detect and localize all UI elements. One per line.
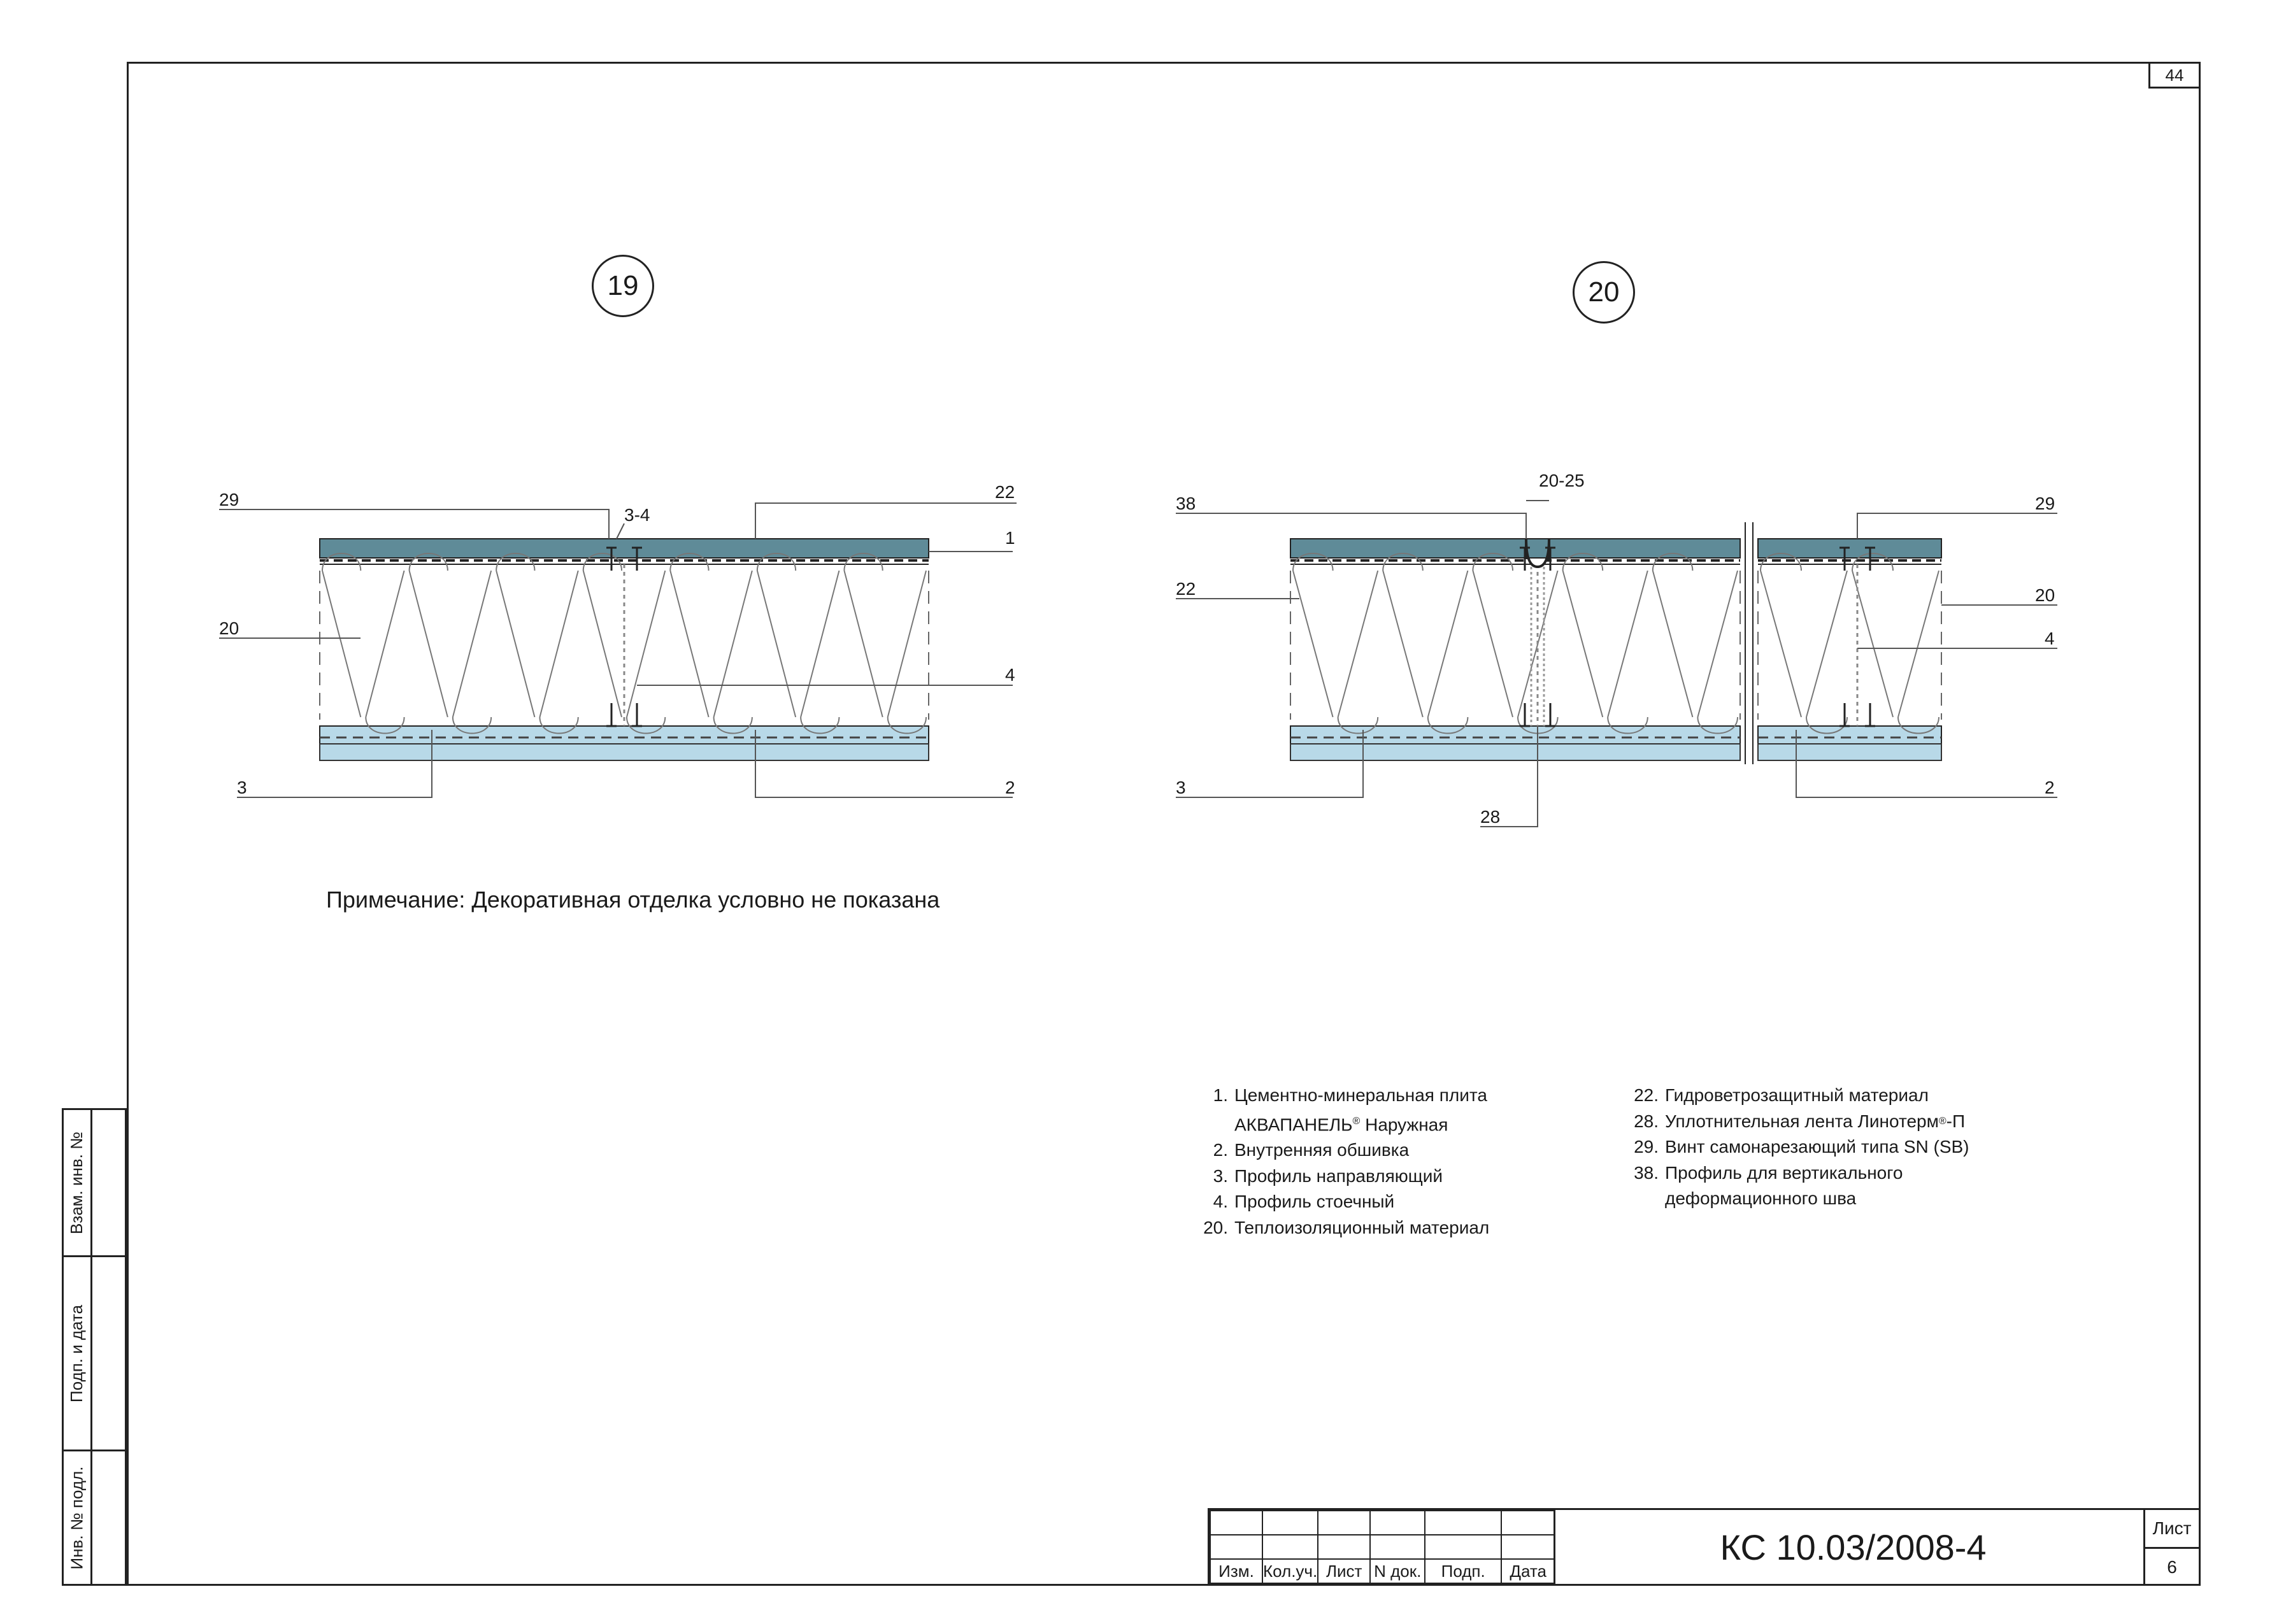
d19-label-1: 1 (1005, 528, 1015, 548)
detail-20-section (1290, 522, 1941, 764)
d20-label-20-25: 20-25 (1539, 471, 1585, 490)
detail-19-section (320, 539, 929, 760)
insulation (1293, 553, 1738, 734)
top-sheet-number: 44 (2148, 62, 2201, 89)
d19-label-3-4: 3-4 (624, 505, 650, 525)
screw (1865, 703, 1875, 726)
d19-label-3: 3 (237, 778, 247, 797)
col-change: Изм. (1210, 1559, 1262, 1583)
inner-board-2 (1758, 744, 1941, 760)
inner-board-2 (320, 744, 929, 760)
screw (606, 703, 617, 726)
detail-19-marker: 19 (592, 255, 654, 317)
side-stamp-inventory: Инв. № подл. (62, 1449, 127, 1586)
sheet-label: Лист (2145, 1510, 2199, 1549)
legend-item-4: 4. Профиль стоечный (1213, 1192, 1395, 1212)
col-date: Дата (1501, 1559, 1555, 1583)
legend-item-1: 1. Цементно-минеральная плита (1213, 1085, 1487, 1105)
inner-board (1290, 726, 1740, 745)
side-stamp-replacement: Взам. инв. № (62, 1108, 127, 1257)
inner-board (320, 726, 929, 745)
col-sign: Подп. (1425, 1559, 1501, 1583)
col-sheet: Лист (1318, 1559, 1370, 1583)
title-block (1208, 1508, 2201, 1586)
detail-20-marker: 20 (1573, 261, 1635, 324)
d20-label-3: 3 (1176, 778, 1186, 797)
d20-label-20: 20 (2035, 585, 2055, 605)
screw (632, 703, 642, 726)
sheet-box (2143, 1510, 2199, 1584)
legend-item-3: 3. Профиль направляющий (1213, 1165, 1443, 1186)
col-doc: N док. (1370, 1559, 1425, 1583)
d20-label-29: 29 (2035, 494, 2055, 513)
legend-right (1628, 1083, 1969, 1212)
screw (1839, 703, 1850, 726)
legend-item-20: 20. Теплоизоляционный материал (1203, 1217, 1490, 1237)
inner-board (1758, 726, 1941, 745)
legend-item-38: 38. Профиль для вертикального (1634, 1162, 1903, 1183)
d20-label-38: 38 (1176, 494, 1196, 513)
legend-item-38-cont: деформационного шва (1665, 1188, 1857, 1208)
d20-label-4: 4 (2045, 629, 2055, 648)
legend-item-22: 22. Гидроветрозащитный материал (1634, 1085, 1929, 1105)
legend-item-28: 28. Уплотнительная лента Линотерм ® -П (1634, 1111, 1966, 1131)
revision-table (1210, 1510, 1555, 1584)
d19-label-20: 20 (219, 618, 239, 638)
insulation (1761, 553, 1939, 734)
inner-board-2 (1290, 744, 1740, 760)
col-count: Кол.уч. (1262, 1559, 1318, 1583)
legend-left (1197, 1083, 1489, 1241)
outer-board (320, 539, 929, 558)
screw (1545, 703, 1555, 726)
legend-item-1-cont: АКВАПАНЕЛЬ® Наружная (1234, 1114, 1448, 1134)
d20-label-2: 2 (2045, 778, 2055, 797)
d20-label-22: 22 (1176, 579, 1196, 599)
document-code: КС 10.03/2008-4 (1554, 1510, 2151, 1584)
d20-label-28: 28 (1480, 807, 1501, 827)
legend-item-29: 29. Винт самонарезающий типа SN (SB) (1634, 1137, 1969, 1157)
d19-label-2: 2 (1005, 778, 1015, 797)
d19-label-4: 4 (1005, 665, 1015, 685)
legend-item-2: 2. Внутренняя обшивка (1213, 1140, 1410, 1160)
d19-label-22: 22 (995, 482, 1015, 502)
d19-label-29: 29 (219, 490, 239, 509)
side-stamp-signature: Подп. и дата (62, 1255, 127, 1451)
sheet-number: 6 (2167, 1557, 2177, 1577)
drawing-note: Примечание: Декоративная отделка условно не показана (326, 887, 940, 913)
outer-board (1290, 539, 1740, 558)
